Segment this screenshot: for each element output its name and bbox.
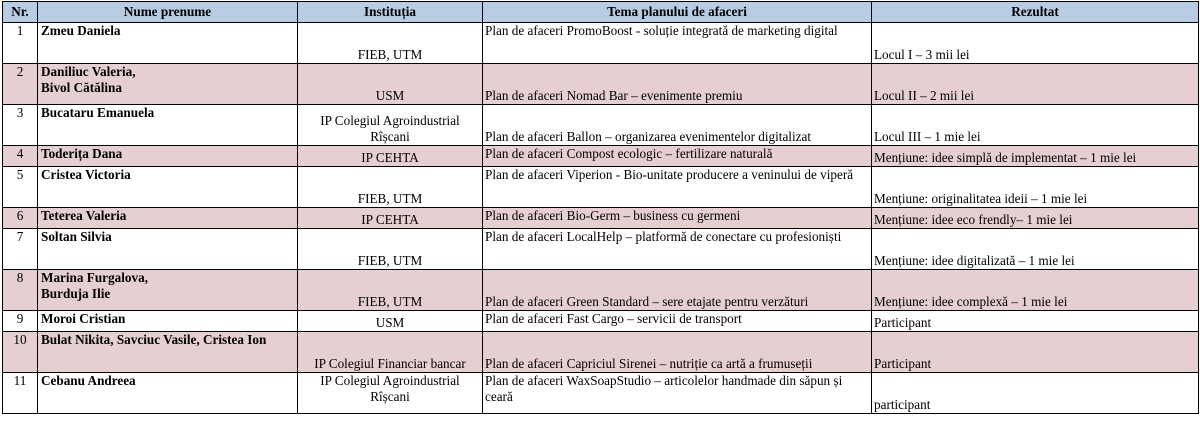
name-line: Moroi Cristian (41, 311, 126, 326)
cell-institution: USM (298, 64, 483, 105)
cell-result: Locul I – 3 mii lei (872, 23, 1199, 64)
cell-institution: IP CEHTA (298, 208, 483, 229)
table-row (3, 167, 1199, 208)
table-row (3, 146, 1199, 167)
cell-name (38, 208, 298, 229)
table-row (3, 208, 1199, 229)
cell-nr: 11 (3, 373, 38, 414)
cell-institution: IP Colegiul Agroindustrial Rîșcani (298, 373, 483, 414)
table-row (3, 373, 1199, 414)
name-line: Cristea Victoria (41, 167, 131, 182)
cell-name (38, 64, 298, 105)
header-result: Rezultat (872, 2, 1199, 23)
cell-result: Mențiune: idee eco frendly– 1 mie lei (872, 208, 1199, 229)
name-line: Marina Furgalova, (41, 270, 148, 285)
cell-name (38, 146, 298, 167)
cell-nr: 2 (3, 64, 38, 105)
cell-institution: IP Colegiul Financiar bancar (298, 332, 483, 373)
cell-result: Locul III – 1 mie lei (872, 105, 1199, 146)
name-line: Soltan Silvia (41, 229, 112, 244)
cell-name (38, 270, 298, 311)
cell-institution: FIEB, UTM (298, 270, 483, 311)
cell-nr: 9 (3, 311, 38, 332)
cell-name (38, 105, 298, 146)
name-line: Daniliuc Valeria, (41, 64, 136, 79)
cell-name (38, 373, 298, 414)
cell-result: Mențiune: idee digitalizată – 1 mie lei (872, 229, 1199, 270)
cell-nr: 8 (3, 270, 38, 311)
cell-name (38, 23, 298, 64)
name-line: Toderița Dana (41, 146, 123, 161)
header-business-plan-theme: Tema planului de afaceri (483, 2, 872, 23)
cell-nr: 1 (3, 23, 38, 64)
cell-institution: IP Colegiul Agroindustrial Rîșcani (298, 105, 483, 146)
name-line: Teterea Valeria (41, 208, 127, 223)
cell-business-plan-theme: Plan de afaceri Nomad Bar – evenimente premiu (483, 64, 872, 105)
cell-institution: FIEB, UTM (298, 229, 483, 270)
cell-institution: USM (298, 311, 483, 332)
cell-nr: 6 (3, 208, 38, 229)
cell-name (38, 229, 298, 270)
cell-name (38, 311, 298, 332)
table-row (3, 270, 1199, 311)
cell-business-plan-theme: Plan de afaceri Bio-Germ – business cu germeni (483, 208, 872, 229)
table-row (3, 229, 1199, 270)
cell-result: Mențiune: originalitatea ideii – 1 mie lei (872, 167, 1199, 208)
cell-nr: 7 (3, 229, 38, 270)
table-row (3, 23, 1199, 64)
cell-result: Participant (872, 332, 1199, 373)
header-nr: Nr. (3, 2, 38, 23)
name-line: Zmeu Daniela (41, 23, 121, 38)
name-line: Burduja Ilie (41, 286, 111, 301)
cell-nr: 3 (3, 105, 38, 146)
table-row (3, 64, 1199, 105)
table-row (3, 332, 1199, 373)
header-row (3, 2, 1199, 23)
name-line: Bucataru Emanuela (41, 105, 155, 120)
header-name: Nume prenume (38, 2, 298, 23)
cell-result: Locul II – 2 mii lei (872, 64, 1199, 105)
table-row (3, 311, 1199, 332)
header-institution: Instituția (298, 2, 483, 23)
cell-result: Mențiune: idee complexă – 1 mie lei (872, 270, 1199, 311)
name-line: Cebanu Andreea (41, 373, 136, 388)
table-row (3, 105, 1199, 146)
cell-business-plan-theme: Plan de afaceri Compost ecologic – fertilizare naturală (483, 146, 872, 167)
cell-business-plan-theme: Plan de afaceri Ballon – organizarea evenimentelor digitalizat (483, 105, 872, 146)
cell-name (38, 332, 298, 373)
cell-business-plan-theme: Plan de afaceri Fast Cargo – servicii de transport (483, 311, 872, 332)
name-line: Bivol Cătălina (41, 80, 122, 95)
cell-result: participant (872, 373, 1199, 414)
cell-nr: 5 (3, 167, 38, 208)
cell-result: Mențiune: idee simplă de implementat – 1 mie lei (872, 146, 1199, 167)
cell-name (38, 167, 298, 208)
cell-business-plan-theme: Plan de afaceri WaxSoapStudio – articolelor handmade din săpun și ceară (483, 373, 872, 414)
cell-result: Participant (872, 311, 1199, 332)
cell-nr: 10 (3, 332, 38, 373)
results-table (2, 1, 1199, 414)
cell-institution: IP CEHTA (298, 146, 483, 167)
cell-nr: 4 (3, 146, 38, 167)
cell-business-plan-theme: Plan de afaceri LocalHelp – platformă de conectare cu profesioniști (483, 229, 872, 270)
cell-business-plan-theme: Plan de afaceri Capriciul Sirenei – nutriție ca artă a frumuseții (483, 332, 872, 373)
cell-business-plan-theme: Plan de afaceri Viperion - Bio-unitate producere a veninului de viperă (483, 167, 872, 208)
cell-institution: FIEB, UTM (298, 167, 483, 208)
name-line: Bulat Nikita, Savciuc Vasile, Cristea Ion (41, 332, 267, 347)
cell-institution: FIEB, UTM (298, 23, 483, 64)
cell-business-plan-theme: Plan de afaceri PromoBoost - soluție integrată de marketing digital (483, 23, 872, 64)
cell-business-plan-theme: Plan de afaceri Green Standard – sere etajate pentru verzături (483, 270, 872, 311)
